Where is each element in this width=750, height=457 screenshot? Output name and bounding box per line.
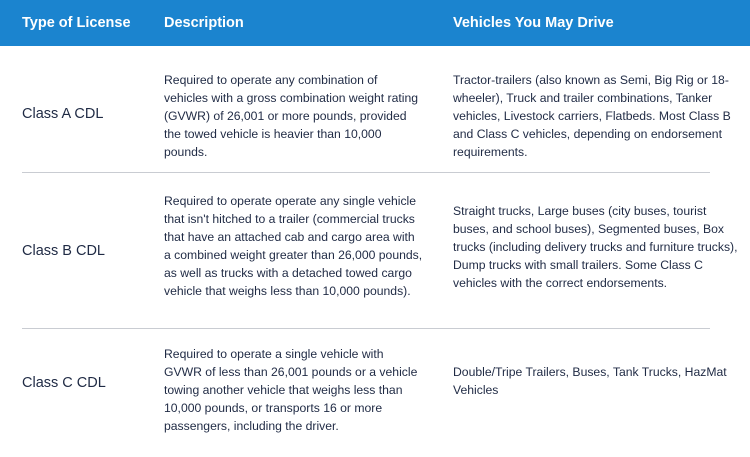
license-name: Class A CDL <box>22 106 104 122</box>
license-description: Required to operate a single vehicle with GVWR of less than 26,001 pounds or a vehicle towing another vehicle that weighs less than 10,000 pounds, or transports 16 or more passengers, including the driver. <box>164 347 418 433</box>
license-name: Class C CDL <box>22 375 106 391</box>
header-type-of-license: Type of License <box>22 15 131 31</box>
table-header <box>0 0 750 46</box>
license-vehicles: Double/Tripe Trailers, Buses, Tank Trucks, HazMat Vehicles <box>453 365 727 397</box>
header-description: Description <box>164 15 244 31</box>
license-vehicles: Straight trucks, Large buses (city buses, tourist buses, and school buses), Segmented buses, Box trucks (including delivery trucks and furniture trucks), Dump trucks with small trailers. Some Class C vehicles with the correct endorsements. <box>453 204 738 290</box>
table-row-class-c <box>0 329 750 457</box>
license-description: Required to operate any combination of vehicles with a gross combination weight rating (GVWR) of 26,001 or more pounds, provided the towed vehicle is heavier than 10,000 pounds. <box>164 73 419 159</box>
table-row-class-b <box>0 173 750 328</box>
license-name: Class B CDL <box>22 243 105 259</box>
license-description: Required to operate operate any single vehicle that isn't hitched to a trailer (commercial trucks that have an attached cab and cargo area with a combined weight greater than 26,000 pounds, as well as trucks with a detached towed cargo vehicle that weighs less than 10,000 pounds). <box>164 194 423 298</box>
header-vehicles: Vehicles You May Drive <box>453 15 614 31</box>
table-row-class-a <box>0 46 750 172</box>
license-vehicles: Tractor-trailers (also known as Semi, Big Rig or 18-wheeler), Truck and trailer combinations, Tanker vehicles, Livestock carriers, Flatbeds. Most Class B and Class C vehicles, depending on endorsement requirements. <box>453 73 731 159</box>
